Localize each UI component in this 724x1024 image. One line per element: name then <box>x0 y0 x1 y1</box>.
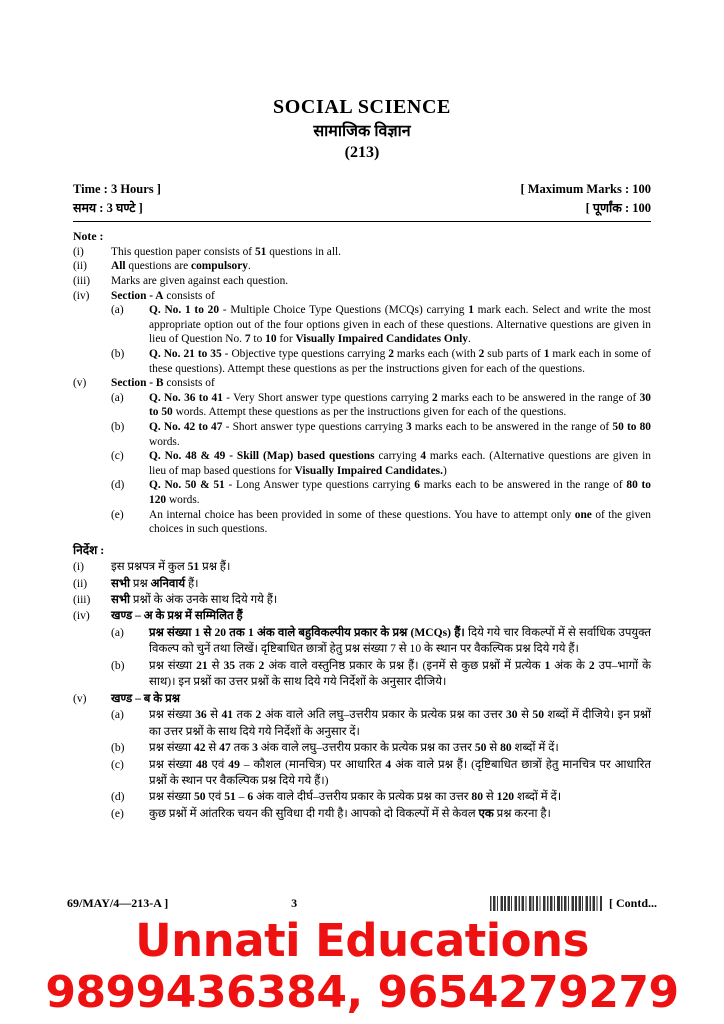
instruction-text: Section - A consists of <box>111 289 215 302</box>
nirdesh-items-container <box>73 559 651 822</box>
instruction-sub-marker: (a) <box>111 391 124 404</box>
instruction-marker: (v) <box>73 377 87 390</box>
instruction-marker: (i) <box>73 245 84 258</box>
instruction-text: इस प्रश्नपत्र में कुल 51 प्रश्न हैं। <box>111 560 231 574</box>
instruction-marker: (iv) <box>73 609 90 623</box>
instruction-marker: (iii) <box>73 592 91 606</box>
instruction-item <box>73 608 651 624</box>
instruction-sub-item <box>111 740 651 756</box>
instruction-sub-item <box>111 420 651 449</box>
instruction-sub-text: प्रश्न संख्या 21 से 35 तक 2 अंक वाले वस्तुनिष्ठ प्रकार के प्रश्न हैं। (इनमें से कुछ प्रश्नों में प्रत्येक 1 अंक के 2 उप–भागों के साथ)। इन प्रश्नों का उत्तर प्रश्नों के साथ दिये गये निर्देशों के अनुसार दीजिये। <box>149 658 651 689</box>
instruction-sub-text: Q. No. 21 to 35 - Objective type questions carrying 2 marks each (with 2 sub parts of 1 mark each in some of these questions). Attempt these questions as per the instructions given for each of the questions. <box>149 347 651 375</box>
nirdesh-heading: निर्देश : <box>73 542 105 557</box>
instruction-item <box>73 691 651 707</box>
note-items-container <box>73 245 651 537</box>
page-header <box>0 0 724 164</box>
max-marks-english: [ Maximum Marks : 100 <box>520 181 651 196</box>
instruction-marker: (v) <box>73 691 87 705</box>
instruction-marker: (iv) <box>73 289 90 302</box>
instruction-sub-item <box>111 707 651 740</box>
instruction-text: खण्ड – अ के प्रश्न में सम्मिलित हैं <box>111 609 243 623</box>
instruction-text: Section - B consists of <box>111 377 215 390</box>
instruction-sub-item <box>111 347 651 376</box>
instruction-sub-marker: (e) <box>111 806 124 820</box>
instruction-sub-marker: (d) <box>111 479 125 492</box>
instruction-text: खण्ड – ब के प्रश्न <box>111 691 180 705</box>
subject-code: (213) <box>344 144 380 162</box>
exam-meta-block <box>73 180 651 219</box>
instruction-sub-marker: (b) <box>111 420 125 433</box>
instruction-sub-text: प्रश्न संख्या 48 एवं 49 – कौशल (मानचित्र) पर आधारित 4 अंक वाले प्रश्न हैं। (दृष्टिबाधित छात्रों हेतु मानचित्र पर आधारित प्रश्नों के स्थान पर वैकल्पिक प्रश्न दिये गये हैं।) <box>149 757 652 787</box>
meta-row-hindi <box>73 199 651 218</box>
instruction-sub-text: प्रश्न संख्या 42 से 47 तक 3 अंक वाले लघु–उत्तरीय प्रकार के प्रत्येक प्रश्न का उत्तर 50 से 80 शब्दों में दें। <box>149 741 559 755</box>
watermark-overlay <box>0 914 724 1018</box>
instruction-sub-text: प्रश्न संख्या 36 से 41 तक 2 अंक वाले अति लघु–उत्तरीय प्रकार के प्रत्येक प्रश्न का उत्तर 30 से 50 शब्दों में दीजिये। इन प्रश्नों का उत्तर प्रश्नों के साथ दिये गये निर्देशों के अनुसार दें। <box>149 708 652 738</box>
instruction-sub-marker: (e) <box>111 508 124 521</box>
instruction-sub-text: Q. No. 42 to 47 - Short answer type questions carrying 3 marks each to be answered in the range of 50 to 80 words. <box>149 420 651 448</box>
instruction-item <box>73 289 651 304</box>
instruction-sub-marker: (b) <box>111 658 125 672</box>
instruction-sub-item <box>111 449 651 478</box>
instruction-sub-item <box>111 757 651 790</box>
instruction-sub-marker: (d) <box>111 790 125 804</box>
instruction-item <box>73 245 651 260</box>
time-hindi: समय : 3 घण्टे ] <box>73 201 143 216</box>
instruction-sub-text: Q. No. 36 to 41 - Very Short answer type questions carrying 2 marks each to be answered in the range of 30 to 50 words. Attempt these questions as per the instructions given for each of the questions. <box>149 391 651 419</box>
instruction-item <box>73 259 651 274</box>
page-title-english: SOCIAL SCIENCE <box>273 96 451 118</box>
instruction-sub-marker: (b) <box>111 347 125 360</box>
watermark-phone-numbers: 9899436384, 9654279279 <box>45 967 679 1018</box>
instruction-text: सभी प्रश्नों के अंक उनके साथ दिये गये हैं। <box>111 592 278 606</box>
instruction-sub-marker: (a) <box>111 625 124 639</box>
instruction-sub-item <box>111 625 651 658</box>
page-footer <box>0 896 724 911</box>
instruction-sub-marker: (a) <box>111 708 124 722</box>
instruction-sub-item <box>111 303 651 347</box>
continued-label: [ Contd... <box>608 896 657 910</box>
instruction-text: Marks are given against each question. <box>111 275 289 288</box>
instruction-sub-marker: (a) <box>111 304 124 317</box>
instruction-sub-text: कुछ प्रश्नों में आंतरिक चयन की सुविधा दी गयी है। आपको दो विकल्पों में से केवल एक प्रश्न करना है। <box>149 806 551 820</box>
instruction-text: सभी प्रश्न अनिवार्य हैं। <box>111 576 199 590</box>
instruction-sub-marker: (c) <box>111 450 124 463</box>
instruction-sub-text: Q. No. 50 & 51 - Long Answer type questions carrying 6 marks each to be answered in the range of 80 to 120 words. <box>149 479 652 506</box>
instruction-sub-item <box>111 508 651 537</box>
barcode-icon <box>490 896 602 911</box>
page-number: 3 <box>291 896 298 910</box>
instruction-marker: (i) <box>73 560 84 574</box>
instruction-item <box>73 559 651 575</box>
instruction-marker: (ii) <box>73 576 88 590</box>
instruction-item <box>73 592 651 608</box>
instruction-text: This question paper consists of 51 questions in all. <box>111 245 342 258</box>
paper-code: 69/MAY/4—213-A ] <box>67 896 169 910</box>
instruction-marker: (ii) <box>73 260 87 273</box>
instruction-item <box>73 376 651 391</box>
instruction-item <box>73 576 651 592</box>
instruction-marker: (iii) <box>73 275 91 288</box>
instruction-sub-item <box>111 391 651 420</box>
instruction-text: All questions are compulsory. <box>111 260 251 273</box>
page-title-hindi: सामाजिक विज्ञान <box>313 122 411 140</box>
instruction-sub-text: प्रश्न संख्या 1 से 20 तक 1 अंक वाले बहुविकल्पीय प्रकार के प्रश्न (MCQs) हैं। दिये गये चार विकल्पों में से सर्वाधिक उपयुक्त विकल्प को चुनें तथा लिखें। दृष्टिबाधित छात्रों हेतु प्रश्न संख्या 7 से 10 के स्थान पर वैकल्पिक प्रश्न दिये गये हैं। <box>149 625 651 656</box>
instruction-sub-item <box>111 658 651 691</box>
note-heading: Note : <box>73 228 104 243</box>
instruction-sub-text: प्रश्न संख्या 50 एवं 51 – 6 अंक वाले दीर्घ–उत्तरीय प्रकार के प्रत्येक प्रश्न का उत्तर 80 से 120 शब्दों में दें। <box>149 790 562 804</box>
instruction-sub-item <box>111 806 651 822</box>
instruction-item <box>73 274 651 289</box>
instruction-sub-text: Q. No. 48 & 49 - Skill (Map) based questions carrying 4 marks each. (Alternative questions are given in lieu of map based questions for Visually Impaired Candidates.) <box>149 450 651 477</box>
instructions-content <box>73 222 651 823</box>
instruction-sub-marker: (c) <box>111 757 124 771</box>
instruction-sub-text: An internal choice has been provided in some of these questions. You have to attempt only one of the given choices in such questions. <box>149 508 651 536</box>
watermark-brand-name: Unnati Educations <box>135 914 589 967</box>
instruction-sub-item <box>111 789 651 805</box>
instruction-sub-marker: (b) <box>111 741 125 755</box>
time-english: Time : 3 Hours ] <box>73 181 161 196</box>
instruction-sub-text: Q. No. 1 to 20 - Multiple Choice Type Questions (MCQs) carrying 1 mark each. Select and write the most appropriate option out of the four options given in each of these questions. Alternative questions are given in lieu of Question No. 7 to 10 for Visually Impaired Candidates Only. <box>149 304 651 346</box>
instruction-sub-item <box>111 478 651 507</box>
meta-row-english <box>73 180 651 199</box>
max-marks-hindi: [ पूर्णांक : 100 <box>585 201 651 216</box>
